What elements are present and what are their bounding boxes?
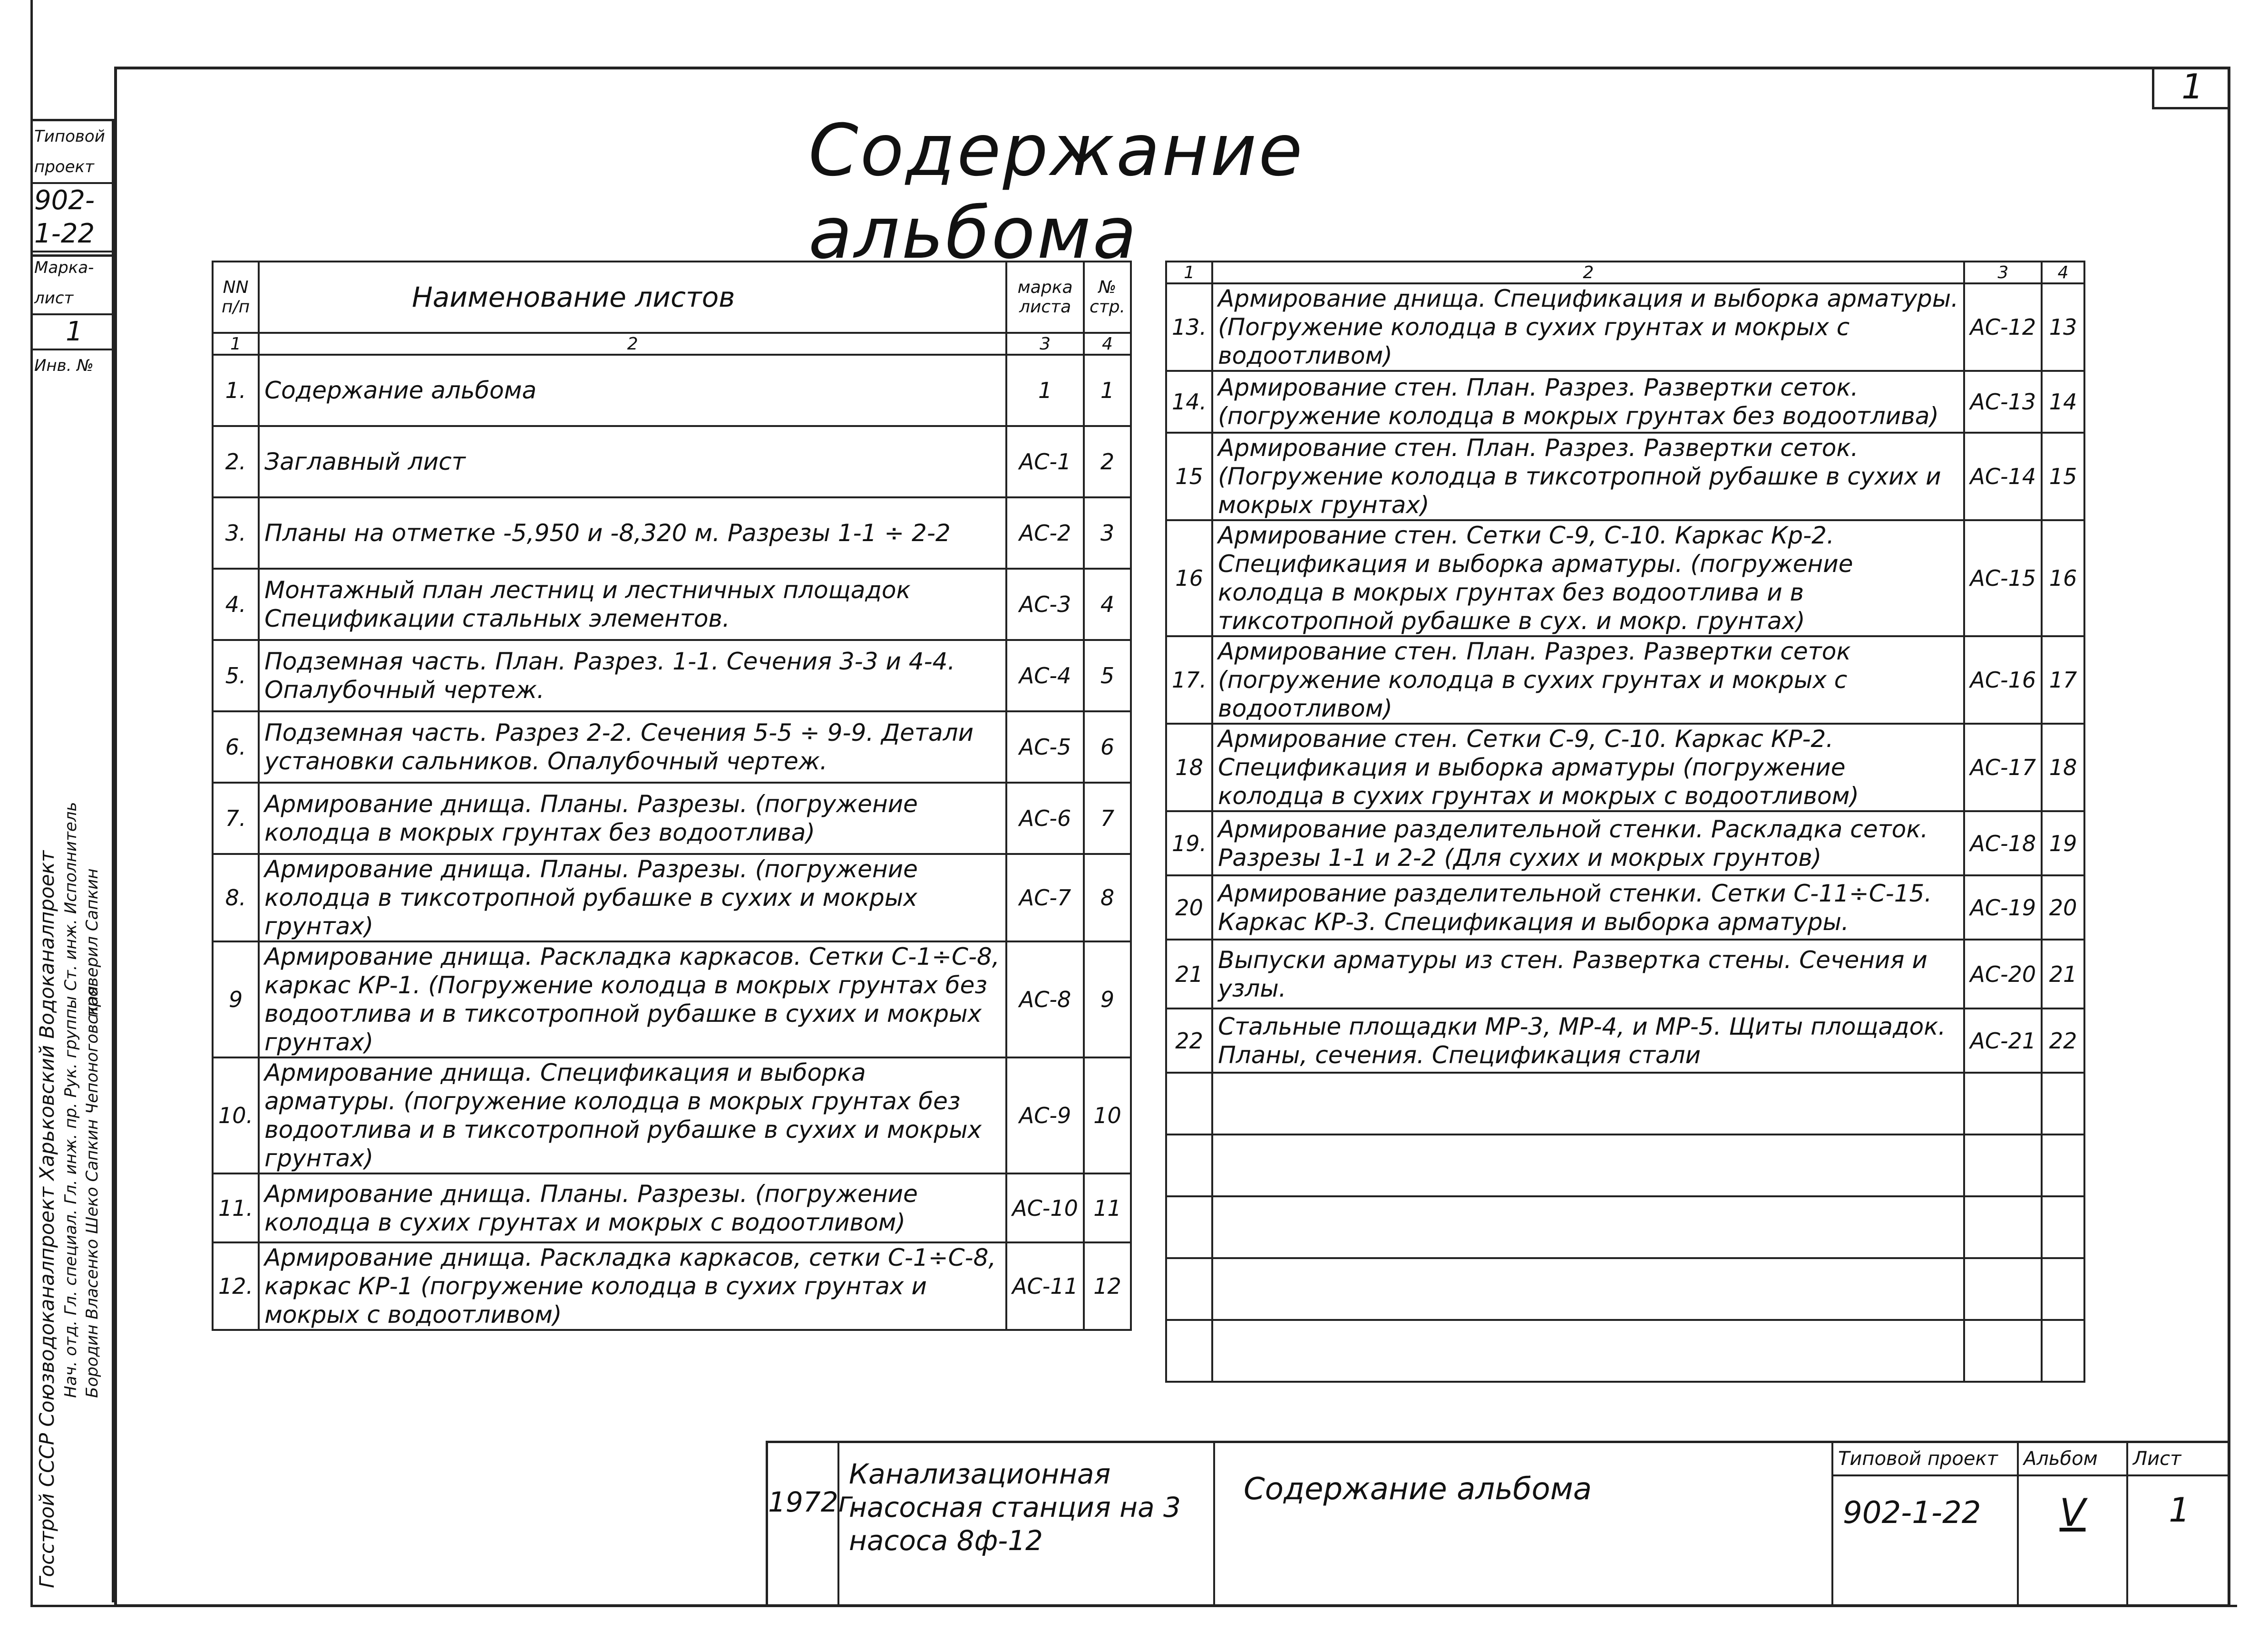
row-number: 2. — [213, 426, 259, 497]
side-names: Бородин Власенко Шеко Сапкин Чепоноговская — [83, 986, 102, 1398]
page-title: Содержание альбома — [808, 109, 1304, 275]
row-page: 22 — [2042, 1008, 2084, 1073]
title-block-project — [1833, 1443, 2019, 1607]
num-row-cell: 1 — [1166, 262, 1212, 283]
num-row-cell: 3 — [1964, 262, 2042, 283]
row-number: 15 — [1166, 433, 1212, 520]
row-title: Армирование днища. Планы. Разрезы. (погружение колодца в тиксотропной рубашке в сухих и мокрых грунтах) — [259, 854, 1006, 941]
row-page: 13 — [2042, 283, 2084, 371]
row-page: 10 — [1084, 1057, 1131, 1173]
title-block-label-album: Альбом — [2019, 1443, 2126, 1476]
row-title: Армирование стен. План. Разрез. Развертки сеток. (Погружение колодца в тиксотропной рубашке в сухих и мокрых грунтах) — [1212, 433, 1964, 520]
table-row — [213, 497, 1131, 569]
row-title: Армирование стен. План. Разрез. Развертки сеток (погружение колодца в сухих грунтах и мокрых с водоотливом) — [1212, 636, 1964, 724]
row-title: Армирование разделительной стенки. Сетки С-11÷С-15. Каркас КР-3. Спецификация и выборка арматуры. — [1212, 875, 1964, 940]
row-mark: АС-13 — [1964, 371, 2042, 433]
row-mark — [1964, 1196, 2042, 1258]
row-title: Стальные площадки МР-3, МР-4, и МР-5. Щиты площадок. Планы, сечения. Спецификация стали — [1212, 1008, 1964, 1073]
title-block-label-sheet: Лист — [2128, 1443, 2230, 1476]
stamp-label-sheet: Марка-лист — [30, 252, 114, 315]
row-mark — [1964, 1320, 2042, 1382]
row-number: 8. — [213, 854, 259, 941]
row-page — [2042, 1196, 2084, 1258]
row-title: Планы на отметке -5,950 и -8,320 м. Разрезы 1-1 ÷ 2-2 — [259, 497, 1006, 569]
table-row — [1166, 520, 2084, 636]
row-title — [1212, 1134, 1964, 1196]
row-mark: АС-2 — [1006, 497, 1084, 569]
row-page: 12 — [1084, 1242, 1131, 1330]
row-mark: АС-12 — [1964, 283, 2042, 371]
table-row — [213, 640, 1131, 711]
row-number: 11. — [213, 1173, 259, 1242]
title-block-year: 1972г. — [768, 1443, 839, 1607]
header-page: № стр. — [1084, 262, 1131, 333]
row-mark: АС-7 — [1006, 854, 1084, 941]
header-num: NN п/п — [213, 262, 259, 333]
row-title: Содержание альбома — [259, 355, 1006, 426]
row-title — [1212, 1196, 1964, 1258]
table-row — [1166, 875, 2084, 940]
row-mark — [1964, 1073, 2042, 1134]
stamp-project: 902-1-22 — [30, 184, 114, 252]
title-block-object: Канализационная насосная станция на 3 насоса 8ф-12 — [839, 1443, 1215, 1607]
row-title: Армирование днища. Раскладка каркасов. Сетки С-1÷С-8, каркас КР-1. (Погружение колодца в мокрых грунтах без водоотлива и в тиксотропной рубашке в сухих и мокрых грунтах) — [259, 941, 1006, 1057]
right-contents-table — [1165, 261, 2085, 1383]
row-title — [1212, 1073, 1964, 1134]
table-row — [1166, 283, 2084, 371]
side-checked: проверил Сапкин — [83, 868, 102, 1018]
row-title: Армирование стен. План. Разрез. Развертки сеток. (погружение колодца в мокрых грунтах без водоотлива) — [1212, 371, 1964, 433]
row-number — [1166, 1320, 1212, 1382]
row-mark: АС-5 — [1006, 711, 1084, 783]
table-row — [1166, 636, 2084, 724]
side-org: Госстрой СССР Союзводоканалпроект Харьковский Водоканалпроект — [35, 850, 58, 1588]
row-page: 2 — [1084, 426, 1131, 497]
row-mark: АС-8 — [1006, 941, 1084, 1057]
row-number: 18 — [1166, 724, 1212, 811]
row-title — [1212, 1320, 1964, 1382]
title-block-album — [2019, 1443, 2128, 1607]
row-mark: АС-18 — [1964, 811, 2042, 875]
num-row-cell: 4 — [2042, 262, 2084, 283]
stamp-label-inv: Инв. № — [34, 356, 94, 375]
row-number: 14. — [1166, 371, 1212, 433]
row-mark — [1964, 1134, 2042, 1196]
stamp-sheet: 1 — [30, 315, 114, 350]
row-page: 17 — [2042, 636, 2084, 724]
row-page: 19 — [2042, 811, 2084, 875]
table-row — [213, 355, 1131, 426]
row-page — [2042, 1320, 2084, 1382]
row-mark: АС-6 — [1006, 783, 1084, 854]
row-title: Армирование днища. Планы. Разрезы. (погружение колодца в сухих грунтах и мокрых с водоотливом) — [259, 1173, 1006, 1242]
row-mark: АС-1 — [1006, 426, 1084, 497]
row-page: 3 — [1084, 497, 1131, 569]
table-row — [1166, 1008, 2084, 1073]
row-number: 5. — [213, 640, 259, 711]
table-row — [1166, 724, 2084, 811]
row-title: Армирование стен. Сетки С-9, С-10. Каркас КР-2. Спецификация и выборка арматуры (погружение колодца в сухих грунтах и мокрых с водоотливом) — [1212, 724, 1964, 811]
table-row — [1166, 811, 2084, 875]
row-page: 5 — [1084, 640, 1131, 711]
title-block-project-number: 902-1-22 — [1843, 1495, 1981, 1531]
row-mark: АС-20 — [1964, 940, 2042, 1008]
table-row — [1166, 1196, 2084, 1258]
left-contents-table — [212, 261, 1132, 1331]
page-number: 1 — [2152, 67, 2230, 109]
row-title: Заглавный лист — [259, 426, 1006, 497]
row-number: 4. — [213, 569, 259, 640]
row-number — [1166, 1258, 1212, 1320]
title-block-sheet — [2128, 1443, 2230, 1607]
header-mark: марка листа — [1006, 262, 1084, 333]
table-row — [213, 1173, 1131, 1242]
table-row — [213, 1242, 1131, 1330]
row-number: 21 — [1166, 940, 1212, 1008]
row-number: 3. — [213, 497, 259, 569]
row-page: 14 — [2042, 371, 2084, 433]
num-row-cell: 1 — [213, 333, 259, 355]
header-name: Наименование листов — [259, 262, 1006, 333]
row-number: 9 — [213, 941, 259, 1057]
title-block-album-number: V — [2059, 1491, 2086, 1535]
row-page: 6 — [1084, 711, 1131, 783]
row-number: 6. — [213, 711, 259, 783]
row-mark: АС-16 — [1964, 636, 2042, 724]
title-block — [766, 1441, 2230, 1607]
row-number: 1. — [213, 355, 259, 426]
row-mark: АС-9 — [1006, 1057, 1084, 1173]
table-row — [1166, 1073, 2084, 1134]
num-row-cell: 4 — [1084, 333, 1131, 355]
row-mark: АС-15 — [1964, 520, 2042, 636]
num-row-cell: 3 — [1006, 333, 1084, 355]
row-number: 13. — [1166, 283, 1212, 371]
row-number: 7. — [213, 783, 259, 854]
row-title: Выпуски арматуры из стен. Развертка стены. Сечения и узлы. — [1212, 940, 1964, 1008]
row-page: 18 — [2042, 724, 2084, 811]
row-title — [1212, 1258, 1964, 1320]
table-row — [1166, 371, 2084, 433]
row-mark: АС-17 — [1964, 724, 2042, 811]
row-number: 10. — [213, 1057, 259, 1173]
row-number: 19. — [1166, 811, 1212, 875]
row-page: 11 — [1084, 1173, 1131, 1242]
row-page: 20 — [2042, 875, 2084, 940]
row-title: Армирование днища. Спецификация и выборка арматуры. (погружение колодца в мокрых грунтах без водоотлива и в тиксотропной рубашке в сухих и мокрых грунтах) — [259, 1057, 1006, 1173]
row-page — [2042, 1073, 2084, 1134]
row-title: Подземная часть. План. Разрез. 1-1. Сечения 3-3 и 4-4. Опалубочный чертеж. — [259, 640, 1006, 711]
side-roles: Нач. отд. Гл. специал. Гл. инж. пр. Рук. группы Ст. инж. Исполнитель — [61, 802, 80, 1398]
row-number — [1166, 1134, 1212, 1196]
num-row-cell: 2 — [1212, 262, 1964, 283]
row-mark: АС-3 — [1006, 569, 1084, 640]
table-row — [213, 1057, 1131, 1173]
row-mark: АС-11 — [1006, 1242, 1084, 1330]
table-row — [1166, 1134, 2084, 1196]
row-page: 21 — [2042, 940, 2084, 1008]
table-row — [213, 854, 1131, 941]
row-number: 22 — [1166, 1008, 1212, 1073]
row-number: 12. — [213, 1242, 259, 1330]
table-row — [213, 941, 1131, 1057]
title-block-content: Содержание альбома — [1215, 1443, 1833, 1607]
row-mark: 1 — [1006, 355, 1084, 426]
row-page: 8 — [1084, 854, 1131, 941]
row-number: 17. — [1166, 636, 1212, 724]
table-row — [1166, 433, 2084, 520]
row-number — [1166, 1073, 1212, 1134]
row-page: 4 — [1084, 569, 1131, 640]
title-block-sheet-number: 1 — [2169, 1491, 2190, 1530]
table-row — [1166, 1258, 2084, 1320]
table-row — [1166, 940, 2084, 1008]
row-page: 15 — [2042, 433, 2084, 520]
row-page: 9 — [1084, 941, 1131, 1057]
row-mark: АС-14 — [1964, 433, 2042, 520]
row-title: Монтажный план лестниц и лестничных площадок Спецификации стальных элементов. — [259, 569, 1006, 640]
title-block-label-project: Типовой проект — [1833, 1443, 2017, 1476]
row-mark: АС-4 — [1006, 640, 1084, 711]
row-title: Армирование днища. Планы. Разрезы. (погружение колодца в мокрых грунтах без водоотлива) — [259, 783, 1006, 854]
side-signatures — [30, 656, 114, 1602]
row-number — [1166, 1196, 1212, 1258]
row-title: Армирование днища. Спецификация и выборка арматуры. (Погружение колодца в сухих грунтах и мокрых с водоотливом) — [1212, 283, 1964, 371]
row-title: Армирование разделительной стенки. Раскладка сеток. Разрезы 1-1 и 2-2 (Для сухих и мокрых грунтов) — [1212, 811, 1964, 875]
table-row — [1166, 1320, 2084, 1382]
row-page — [2042, 1258, 2084, 1320]
row-mark: АС-19 — [1964, 875, 2042, 940]
row-mark — [1964, 1258, 2042, 1320]
row-mark: АС-10 — [1006, 1173, 1084, 1242]
side-stamp — [30, 119, 114, 375]
table-row — [213, 569, 1131, 640]
table-row — [213, 711, 1131, 783]
row-page: 7 — [1084, 783, 1131, 854]
row-title: Подземная часть. Разрез 2-2. Сечения 5-5 ÷ 9-9. Детали установки сальников. Опалубочный чертеж. — [259, 711, 1006, 783]
row-page — [2042, 1134, 2084, 1196]
table-row — [213, 783, 1131, 854]
row-title: Армирование стен. Сетки С-9, С-10. Каркас Кр-2. Спецификация и выборка арматуры. (погружение колодца в мокрых грунтах без водоотлива и в тиксотропной рубашке в сух. и мокр. грунтах) — [1212, 520, 1964, 636]
row-mark: АС-21 — [1964, 1008, 2042, 1073]
num-row-cell: 2 — [259, 333, 1006, 355]
row-page: 16 — [2042, 520, 2084, 636]
row-number: 16 — [1166, 520, 1212, 636]
table-row — [213, 426, 1131, 497]
row-number: 20 — [1166, 875, 1212, 940]
row-page: 1 — [1084, 355, 1131, 426]
row-title: Армирование днища. Раскладка каркасов, сетки С-1÷С-8, каркас КР-1 (погружение колодца в сухих грунтах и мокрых с водоотливом) — [259, 1242, 1006, 1330]
stamp-label-project: Типовой проект — [30, 121, 114, 184]
